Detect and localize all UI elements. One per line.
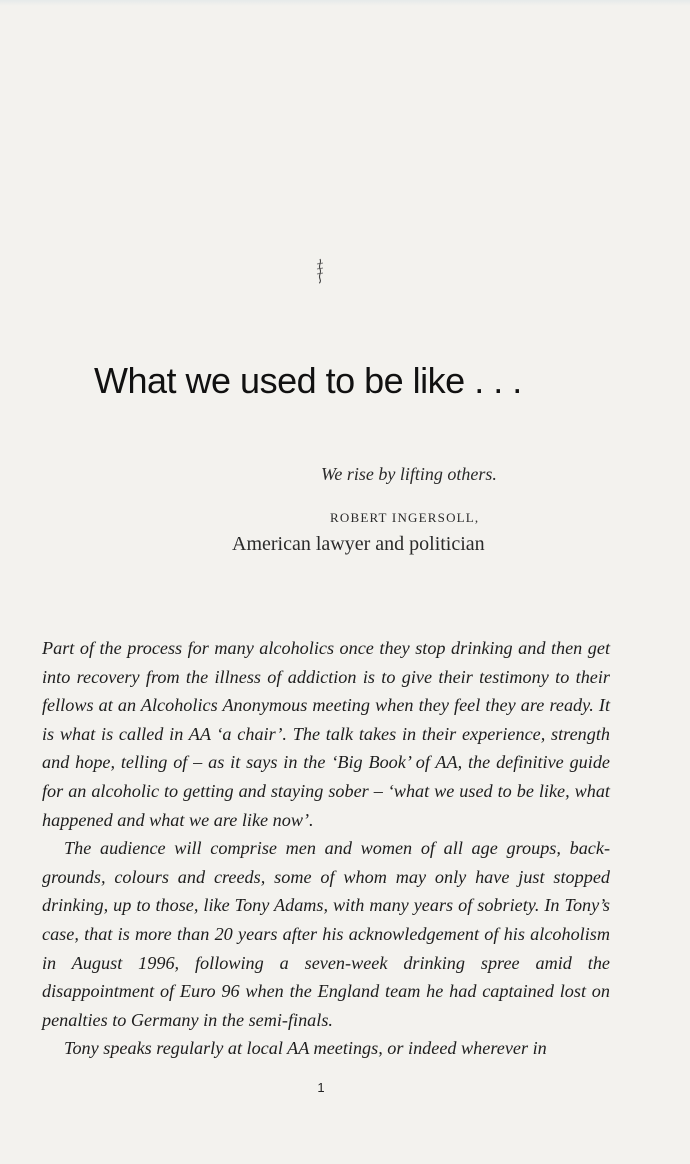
chapter-ornament-icon bbox=[313, 258, 327, 284]
body-paragraph: The audience will comprise men and women of all age groups, backgrounds, colours and creeds, some of whom may only have just stopped drinking, up to those, like Tony Adams, with many years of sobriety. In Tony’s case, that is more than 20 years after his acknowledgement of his alcoholism in August 1996, following a seven-week drinking spree amid the disappointment of Euro 96 when the England team he had captained lost on penalties to Germany in the semi-finals. bbox=[42, 838, 610, 1030]
epigraph-author-description: American lawyer and politician bbox=[232, 533, 485, 555]
scan-edge-shade bbox=[0, 0, 690, 6]
epigraph-quote: We rise by lifting others. bbox=[321, 464, 497, 484]
page-number: 1 bbox=[317, 1080, 325, 1095]
body-paragraph: Part of the process for many alcoholics once they stop drinking and then get into recovery from the illness of addiction is to give their testimony to their fellows at an Alcoholics Anonymous meeting when they feel they are ready. It is what is called in AA ‘a chair’. The talk takes in their experience, strength and hope, telling of – as it says in the ‘Big Book’ of AA, the definitive guide for an alcoholic to getting and staying sober – ‘what we used to be like, what happened and what we are like now’. bbox=[42, 638, 610, 830]
chapter-title: What we used to be like . . . bbox=[94, 360, 522, 401]
epigraph-author: ROBERT INGERSOLL, bbox=[330, 510, 480, 525]
body-text bbox=[42, 634, 610, 1063]
body-paragraph: Tony speaks regularly at local AA meetings, or indeed wherever in bbox=[64, 1038, 547, 1059]
